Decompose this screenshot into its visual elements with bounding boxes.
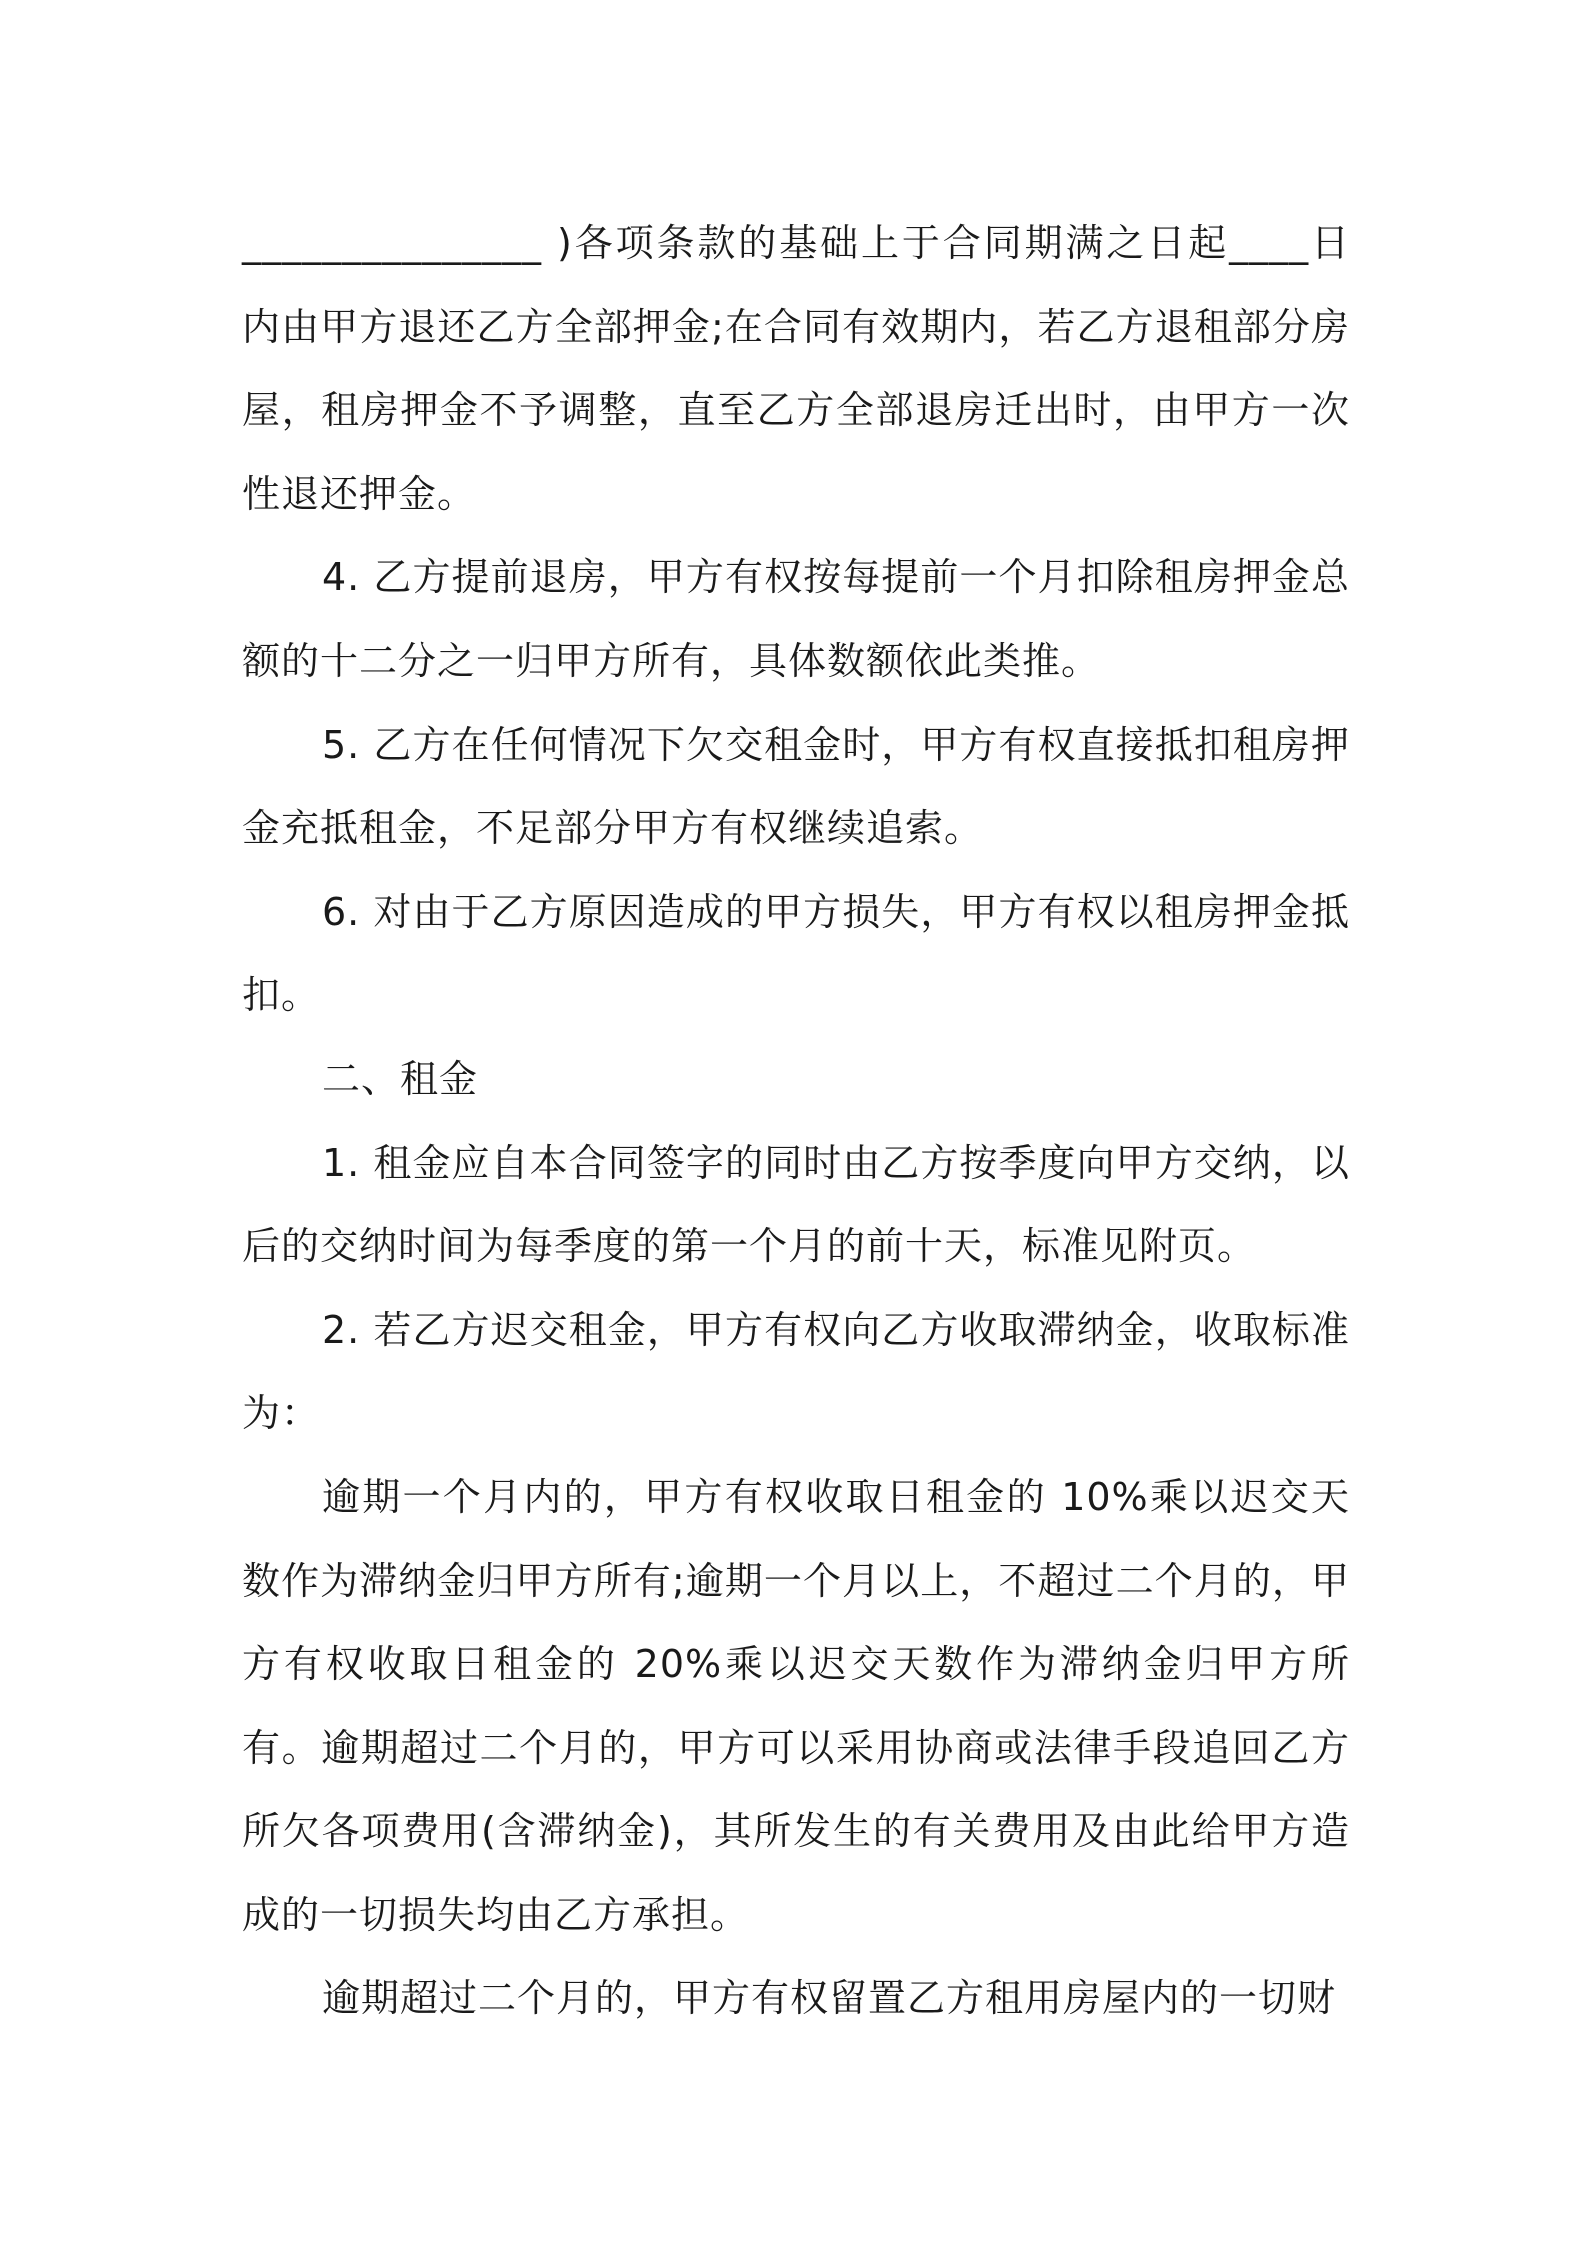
- paragraph-rent-1: 1. 租金应自本合同签字的同时由乙方按季度向甲方交纳，以后的交纳时间为每季度的第一个月的前十天，标准见附页。: [242, 1140, 1350, 1269]
- paragraph-deposit-refund: _______________ )各项条款的基础上于合同期满之日起____日内由甲方退还乙方全部押金;在合同有效期内，若乙方退租部分房屋，租房押金不予调整，直至乙方全部退房迁出时，由甲方一次性退还押金。: [242, 221, 1350, 516]
- paragraph-clause-4: 4. 乙方提前退房，甲方有权按每提前一个月扣除租房押金总额的十二分之一归甲方所有，具体数额依此类推。: [242, 555, 1350, 683]
- paragraph-late-fee: 逾期一个月内的，甲方有权收取日租金的 10%乘以迟交天数作为滞纳金归甲方所有;逾期一个月以上，不超过二个月的，甲方有权收取日租金的 20%乘以迟交天数作为滞纳金归甲方所有。逾期超过二个月的，甲方可以采用协商或法律手段追回乙方所欠各项费用(含滞纳金)，其所发生的有关费用及由此给甲方造成的一切损失均由乙方承担。: [242, 1474, 1350, 1937]
- paragraph-clause-6: 6. 对由于乙方原因造成的甲方损失，甲方有权以租房押金抵扣。: [242, 889, 1350, 1018]
- paragraph-clause-5: 5. 乙方在任何情况下欠交租金时，甲方有权直接抵扣租房押金充抵租金，不足部分甲方有权继续追索。: [242, 722, 1350, 851]
- paragraph-rent-2: 2. 若乙方迟交租金，甲方有权向乙方收取滞纳金，收取标准为：: [242, 1307, 1350, 1436]
- document-body: [242, 202, 1350, 2041]
- section-heading-rent: 二、租金: [322, 1056, 479, 1101]
- paragraph-overdue-lien: 逾期超过二个月的，甲方有权留置乙方租用房屋内的一切财: [322, 1976, 1337, 2021]
